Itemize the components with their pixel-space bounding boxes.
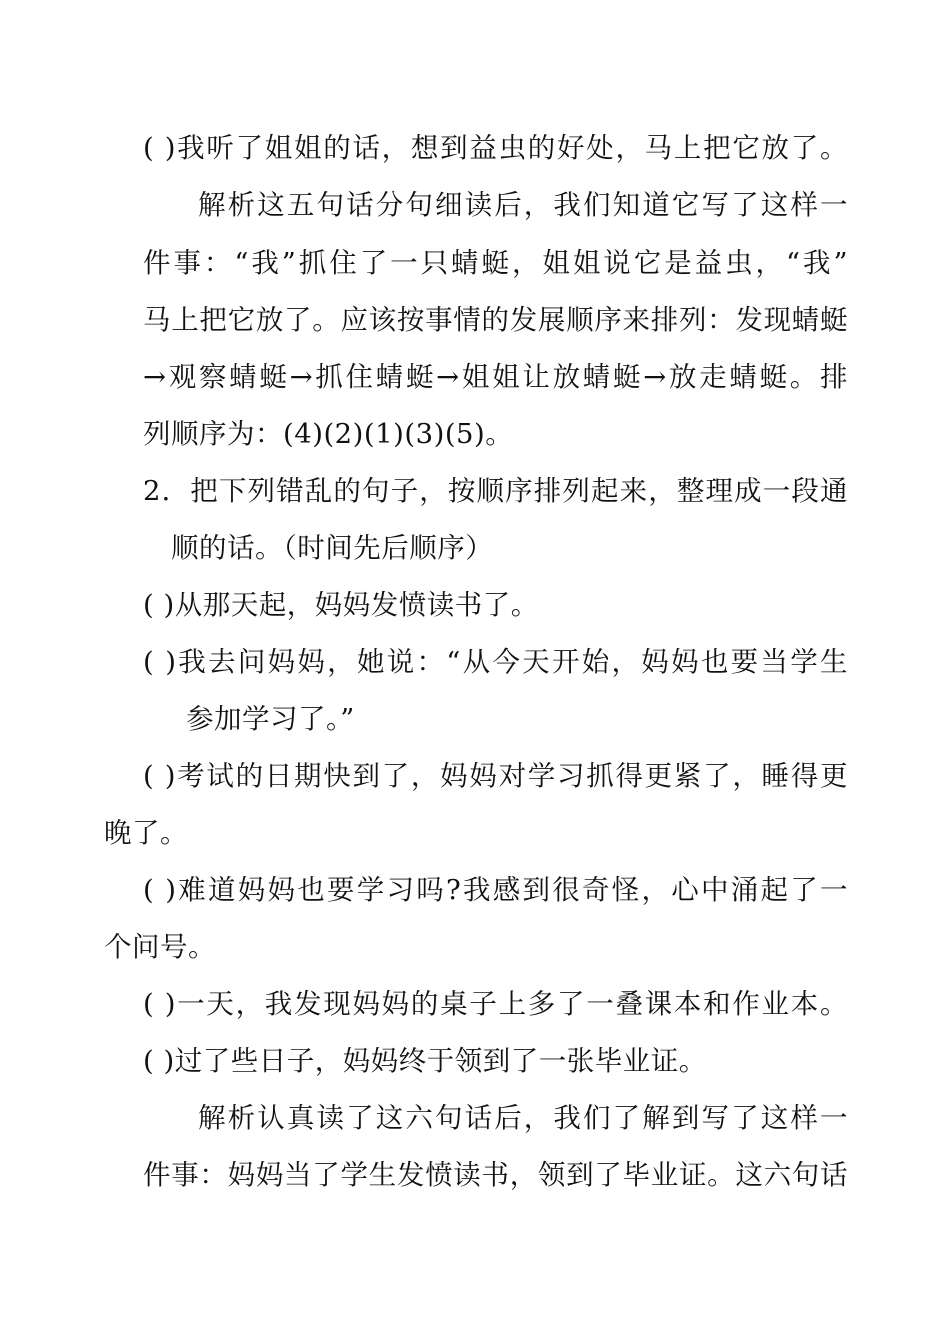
text-line: →观察蜻蜓→抓住蜻蜓→姐姐让放蜻蜓→放走蜻蜓。排 [143, 361, 848, 393]
sentence-item: ( )一天，我发现妈妈的桌子上多了一叠课本和作业本。 [143, 988, 848, 1020]
sentence-item-continued: 参加学习了。” [186, 703, 355, 735]
sentence-item: ( )我去问妈妈，她说：“从今天开始，妈妈也要当学生 [143, 646, 848, 678]
sentence-item: ( )难道妈妈也要学习吗?我感到很奇怪，心中涌起了一 [143, 874, 848, 906]
sentence-item: ( )考试的日期快到了，妈妈对学习抓得更紧了，睡得更 [143, 760, 848, 792]
sentence-item: ( )过了些日子，妈妈终于领到了一张毕业证。 [143, 1045, 707, 1077]
text-line: 列顺序为：(4)(2)(1)(3)(5)。 [143, 418, 514, 450]
text-line: 马上把它放了。应该按事情的发展顺序来排列：发现蜻蜓 [143, 304, 848, 336]
analysis-line: 解析这五句话分句细读后，我们知道它写了这样一 [198, 189, 848, 221]
sentence-item-continued: 晚了。 [104, 817, 188, 849]
analysis-line: 解析认真读了这六句话后，我们了解到写了这样一 [198, 1102, 848, 1134]
sentence-item: ( )从那天起，妈妈发愤读书了。 [143, 589, 539, 621]
text-line: 件事：妈妈当了学生发愤读书，领到了毕业证。这六句话 [143, 1159, 848, 1191]
text-line: 件事：“我”抓住了一只蜻蜓，姐姐说它是益虫，“我” [143, 247, 848, 279]
text-line: ( )我听了姐姐的话，想到益虫的好处，马上把它放了。 [143, 132, 848, 164]
sentence-item-continued: 个问号。 [104, 931, 216, 963]
question-title-continued: 顺的话。（时间先后顺序） [171, 532, 494, 564]
question-title: 2．把下列错乱的句子，按顺序排列起来，整理成一段通 [143, 475, 848, 507]
